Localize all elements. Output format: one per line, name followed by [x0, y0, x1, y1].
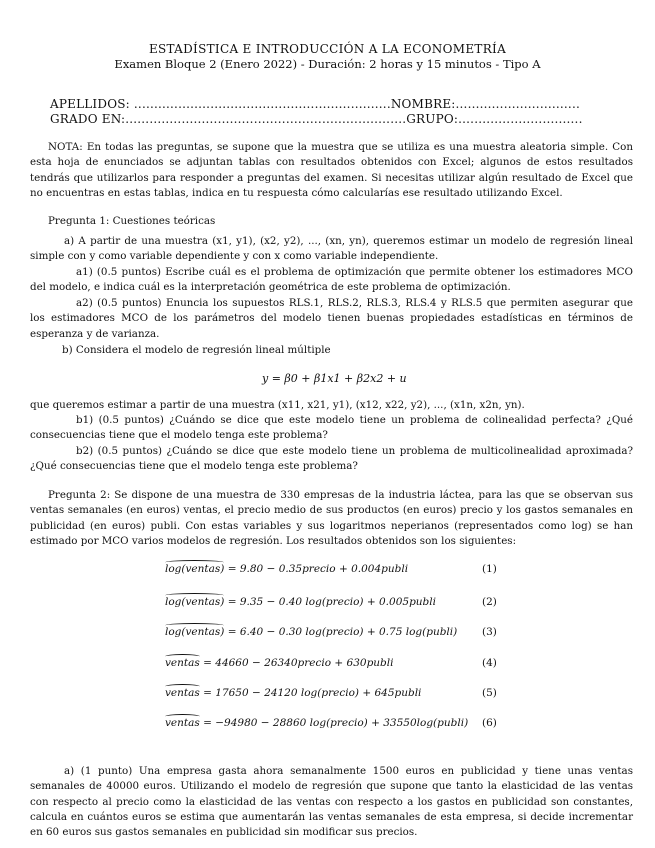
equation-rhs: = 6.40 − 0.30 log(precio) + 0.75 log(publi): [227, 626, 458, 638]
pregunta1-b2: b2) (0.5 puntos) ¿Cuándo se dice que este modelo tiene un problema de multicolinealidad aproximada? ¿Qué consecuencias tiene que el modelo tenga este problema?: [30, 445, 633, 473]
equation-4: [165, 657, 394, 669]
equation-number: (6): [482, 717, 497, 729]
pregunta1-sample: que queremos estimar a partir de una muestra (x11, x21, y1), (x12, x22, y2), ..., (x1n, x2n, yn).: [30, 399, 525, 411]
equation-lhs: log(ventas): [165, 596, 225, 608]
equation-number: (2): [482, 596, 497, 608]
nota-paragraph: NOTA: En todas las preguntas, se supone que la muestra que se utiliza es una muestra aleatoria simple. Con esta hoja de enunciados se adjuntan tablas con resultados obtenidos con Excel; algunos de estos resultados tendrás que utilizarlos para responder a preguntas del examen. Si necesitas utilizar algún resultado de Excel que no encuentras en estas tablas, indica en tu respuesta cómo calcularías ese resultado utilizando Excel.: [30, 141, 633, 199]
pregunta1-b: b) Considera el modelo de regresión lineal múltiple: [62, 344, 331, 356]
multiple-regression-model: y = β0 + β1x1 + β2x2 + u: [262, 372, 407, 385]
equation-6: [165, 717, 468, 729]
equation-3: [165, 626, 457, 638]
equation-rhs: = 9.35 − 0.40 log(precio) + 0.005publi: [227, 596, 436, 608]
equation-number: (4): [482, 657, 497, 669]
equation-number: (3): [482, 626, 497, 638]
exam-title: ESTADÍSTICA E INTRODUCCIÓN A LA ECONOMETRÍA: [148, 42, 507, 56]
grado-field: GRADO EN:......................................................................GRUPO:...............................: [50, 112, 583, 126]
equation-rhs: = 44660 − 26340precio + 630publi: [203, 657, 394, 669]
pregunta1-a2: a2) (0.5 puntos) Enuncia los supuestos RLS.1, RLS.2, RLS.3, RLS.4 y RLS.5 que permiten asegurar que los estimadores MCO de los parámetros del modelo tienen buenas propiedades estadísticas en términos de esperanza y de varianza.: [30, 297, 633, 340]
equation-lhs: log(ventas): [165, 563, 225, 575]
equation-lhs: ventas: [165, 687, 200, 699]
equation-lhs: ventas: [165, 717, 200, 729]
pregunta1-heading: Pregunta 1: Cuestiones teóricas: [48, 215, 216, 227]
equation-1: [165, 563, 408, 575]
apellidos-field: APELLIDOS: ................................................................NOMBRE:...............................: [50, 97, 580, 111]
equation-rhs: = 17650 − 24120 log(precio) + 645publi: [203, 687, 422, 699]
pregunta1-b1: b1) (0.5 puntos) ¿Cuándo se dice que este modelo tiene un problema de colinealidad perfecta? ¿Qué consecuencias tiene que el modelo tenga este problema?: [30, 414, 633, 442]
pregunta1-a1: a1) (0.5 puntos) Escribe cuál es el problema de optimización que permite obtener los estimadores MCO del modelo, e indica cuál es la interpretación geométrica de este problema de optimización.: [30, 266, 633, 294]
equation-2: [165, 596, 436, 608]
exam-subtitle: Examen Bloque 2 (Enero 2022) - Duración: 2 horas y 15 minutos - Tipo A: [114, 57, 541, 71]
equation-lhs: ventas: [165, 657, 200, 669]
pregunta2-a: a) (1 punto) Una empresa gasta ahora semanalmente 1500 euros en publicidad y tiene unas ventas semanales de 40000 euros. Utilizando el modelo de regresión que supone que tanto la elasticidad de las ventas con respecto al precio como la elasticidad de las ventas con respecto a los gastos en publicidad son constantes, calcula en cuántos euros se estima que aumentarán las ventas semanales de esta empresa, si decide incrementar en 60 euros sus gastos semanales en publicidad sin modificar sus precios.: [30, 765, 633, 839]
equation-5: [165, 687, 421, 699]
equation-lhs: log(ventas): [165, 626, 225, 638]
equation-number: (5): [482, 687, 497, 699]
pregunta2-intro: Pregunta 2: Se dispone de una muestra de 330 empresas de la industria láctea, para las que se observan sus ventas semanales (en euros) ventas, el precio medio de sus productos (en euros) precio y los gastos semanales en publicidad (en euros) publi. Con estas variables y sus logaritmos neperianos (representados como log) se han estimado por MCO varios modelos de regresión. Los resultados obtenidos son los siguientes:: [30, 489, 633, 547]
equation-rhs: = 9.80 − 0.35precio + 0.004publi: [227, 563, 409, 575]
equation-number: (1): [482, 563, 497, 575]
equation-rhs: = −94980 − 28860 log(precio) + 33550log(publi): [203, 717, 469, 729]
pregunta1-a: a) A partir de una muestra (x1, y1), (x2, y2), ..., (xn, yn), queremos estimar un modelo de regresión lineal simple con y como variable dependiente y con x como variable independiente.: [30, 235, 633, 263]
